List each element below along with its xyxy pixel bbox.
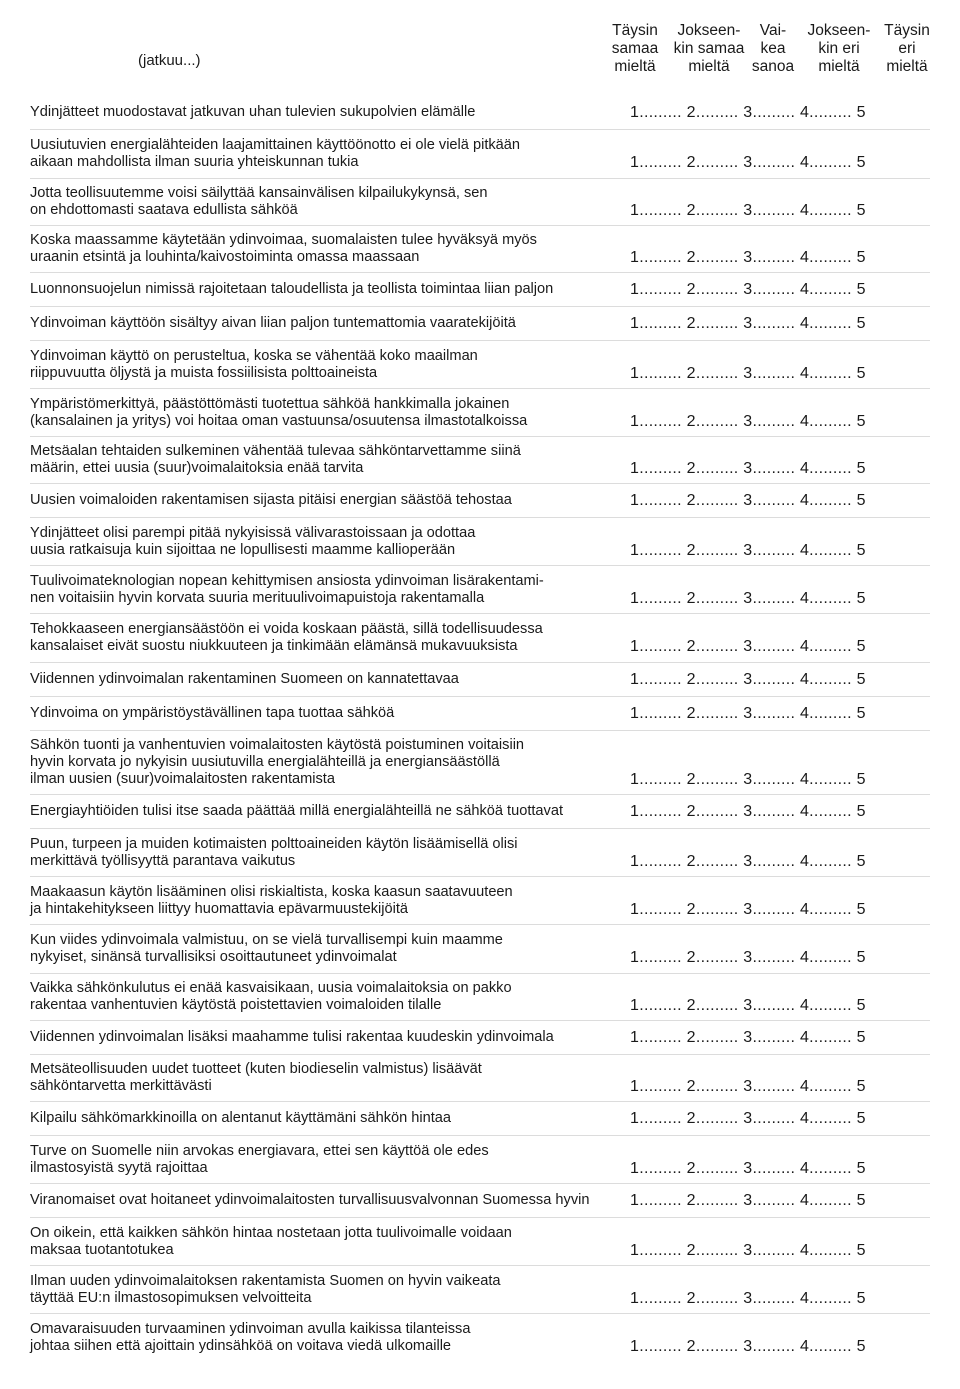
scale-label-somewhat-agree: Jokseen- kin samaa mieltä — [673, 22, 745, 75]
statement-text: Ydinjätteet muodostavat jatkuvan uhan tulevien sukupolvien elämälle — [30, 104, 476, 120]
rating-scale[interactable]: 1......... 2......... 3......... 4......... 5 — [630, 1029, 866, 1046]
statement-row — [30, 973, 930, 1020]
rating-scale[interactable]: 1......... 2......... 3......... 4......... 5 — [630, 492, 866, 509]
statement-row — [30, 517, 930, 565]
rating-scale[interactable]: 1......... 2......... 3......... 4......... 5 — [630, 997, 866, 1014]
scale-label-strongly-disagree: Täysin eri mieltä — [884, 22, 930, 75]
statement-text: Maakaasun käytön lisääminen olisi riskialtista, koska kaasun saatavuuteen ja hintakehitykseen liittyy huomattavia epävarmuustekijöitä — [30, 884, 513, 917]
statement-row — [30, 924, 930, 973]
statement-row — [30, 794, 930, 828]
statement-row — [30, 129, 930, 178]
statement-text: Metsäalan tehtaiden sulkeminen vähentää tulevaa sähköntarvettamme siinä määrin, ettei uusia (suur)voimalaitoksia enää tarvita — [30, 443, 521, 476]
rating-scale[interactable]: 1......... 2......... 3......... 4......... 5 — [630, 202, 866, 219]
statement-row — [30, 306, 930, 340]
statement-text: Kilpailu sähkömarkkinoilla on alentanut käyttämäni sähkön hintaa — [30, 1110, 452, 1126]
statement-text: Tuulivoimateknologian nopean kehittymisen ansiosta ydinvoiman lisärakentami- nen voitaisiin hyvin korvata suuria merituulivoimapuistoja rakentamalla — [30, 573, 544, 606]
continued-label: (jatkuu...) — [138, 52, 201, 69]
statement-text: Uusiutuvien energialähteiden laajamittainen käyttöönotto ei ole vielä pitkään aikaan mahdollista ilman suuria yhteiskunnan tukia — [30, 137, 521, 170]
rating-scale[interactable]: 1......... 2......... 3......... 4......... 5 — [630, 542, 866, 559]
statement-row — [30, 1217, 930, 1265]
statement-row — [30, 1135, 930, 1183]
rating-scale[interactable]: 1......... 2......... 3......... 4......... 5 — [630, 671, 866, 688]
statement-row — [30, 613, 930, 662]
scale-header — [0, 22, 960, 82]
statement-row — [30, 565, 930, 613]
rating-scale[interactable]: 1......... 2......... 3......... 4......... 5 — [630, 590, 866, 607]
rating-scale[interactable]: 1......... 2......... 3......... 4......... 5 — [630, 413, 866, 430]
statement-text: Metsäteollisuuden uudet tuotteet (kuten biodieselin valmistus) lisäävät sähköntarvetta merkittävästi — [30, 1061, 482, 1094]
statement-row — [30, 388, 930, 436]
rating-scale[interactable]: 1......... 2......... 3......... 4......... 5 — [630, 771, 866, 788]
statement-text: Ydinvoiman käyttöön sisältyy aivan liian paljon tuntemattomia vaaratekijöitä — [30, 315, 516, 331]
statement-text: Jotta teollisuutemme voisi säilyttää kansainvälisen kilpailukykynsä, sen on ehdottomasti saatava edullista sähköä — [30, 185, 488, 218]
statement-text: Turve on Suomelle niin arvokas energiavara, ettei sen käyttöä ole edes ilmastosyistä syytä rajoittaa — [30, 1143, 489, 1176]
statement-text: Luonnonsuojelun nimissä rajoitetaan taloudellista ja teollista toimintaa liian paljon — [30, 281, 554, 297]
rating-scale[interactable]: 1......... 2......... 3......... 4......... 5 — [630, 460, 866, 477]
statement-row — [30, 876, 930, 924]
rating-scale[interactable]: 1......... 2......... 3......... 4......... 5 — [630, 315, 866, 332]
statement-text: Ympäristömerkittyä, päästöttömästi tuotettua sähköä hankkimalla jokainen (kansalainen ja yritys) voi hoitaa oman vastuunsa/osuutensa ilmastotalkoissa — [30, 396, 528, 429]
statement-row — [30, 1054, 930, 1101]
statement-row — [30, 340, 930, 388]
rating-scale[interactable]: 1......... 2......... 3......... 4......... 5 — [630, 1290, 866, 1307]
rating-scale[interactable]: 1......... 2......... 3......... 4......... 5 — [630, 1338, 866, 1355]
scale-label-somewhat-disagree: Jokseen- kin eri mieltä — [807, 22, 871, 75]
statement-text: Energiayhtiöiden tulisi itse saada päättää millä energialähteillä ne sähköä tuottavat — [30, 803, 564, 819]
rating-scale[interactable]: 1......... 2......... 3......... 4......... 5 — [630, 949, 866, 966]
rating-scale[interactable]: 1......... 2......... 3......... 4......... 5 — [630, 1192, 866, 1209]
statement-row — [30, 436, 930, 483]
statement-row — [30, 730, 930, 794]
statement-text: Kun viides ydinvoimala valmistuu, on se vielä turvallisempi kuin maamme nykyiset, sinänsä turvallisiksi osoittautuneet ydinvoimalat — [30, 932, 503, 965]
statement-text: Viranomaiset ovat hoitaneet ydinvoimalaitosten turvallisuusvalvonnan Suomessa hyvin — [30, 1192, 590, 1208]
statement-text: Ydinvoiman käyttö on perusteltua, koska se vähentää koko maailman riippuvuutta öljystä ja muista fossiilisista polttoaineista — [30, 348, 478, 381]
statement-text: Puun, turpeen ja muiden kotimaisten polttoaineiden käytön lisäämisellä olisi merkittävä työllisyyttä parantava vaikutus — [30, 836, 518, 869]
rating-scale[interactable]: 1......... 2......... 3......... 4......... 5 — [630, 1242, 866, 1259]
statement-list — [30, 96, 930, 1361]
statement-text: Ydinvoima on ympäristöystävällinen tapa tuottaa sähköä — [30, 705, 395, 721]
rating-scale[interactable]: 1......... 2......... 3......... 4......... 5 — [630, 1110, 866, 1127]
statement-row — [30, 178, 930, 225]
statement-text: Omavaraisuuden turvaaminen ydinvoiman avulla kaikissa tilanteissa johtaa siihen että ajoittain ydinsähköä on voitava viedä ulkomaille — [30, 1321, 471, 1354]
scale-label-strongly-agree: Täysin samaa mieltä — [611, 22, 659, 75]
statement-text: Sähkön tuonti ja vanhentuvien voimalaitosten käytöstä poistuminen voitaisiin hyvin korvata jo nykyisin uusiutuvilla energialähteillä ja energiansäästöllä ilman uusien (suur)voimalaitosten rakentamista — [30, 737, 525, 787]
statement-row — [30, 96, 930, 129]
rating-scale[interactable]: 1......... 2......... 3......... 4......... 5 — [630, 249, 866, 266]
statement-row — [30, 662, 930, 696]
rating-scale[interactable]: 1......... 2......... 3......... 4......... 5 — [630, 281, 866, 298]
statement-text: Tehokkaaseen energiansäästöön ei voida koskaan päästä, sillä todellisuudessa kansalaiset eivät suostu niukkuuteen ja tinkimään elämänsä mukavuuksista — [30, 621, 543, 654]
statement-row — [30, 1183, 930, 1217]
rating-scale[interactable]: 1......... 2......... 3......... 4......... 5 — [630, 803, 866, 820]
rating-scale[interactable]: 1......... 2......... 3......... 4......... 5 — [630, 638, 866, 655]
rating-scale[interactable]: 1......... 2......... 3......... 4......... 5 — [630, 104, 866, 121]
statement-row — [30, 483, 930, 517]
statement-row — [30, 1101, 930, 1135]
statement-text: Koska maassamme käytetään ydinvoimaa, suomalaisten tulee hyväksyä myös uraanin etsintä ja louhinta/kaivostoiminta omassa maassaan — [30, 232, 537, 265]
statement-row — [30, 272, 930, 306]
statement-row — [30, 225, 930, 272]
statement-text: Viidennen ydinvoimalan rakentaminen Suomeen on kannatettavaa — [30, 671, 459, 687]
statement-text: On oikein, että kaikken sähkön hintaa nostetaan jotta tuulivoimalle voidaan maksaa tuotantotukea — [30, 1225, 512, 1258]
statement-text: Ydinjätteet olisi parempi pitää nykyisissä välivarastoissaan ja odottaa uusia ratkaisuja kuin sijoittaa ne lopullisesti maamme kallioperään — [30, 525, 476, 558]
scale-label-hard-to-say: Vai- kea sanoa — [751, 22, 795, 75]
rating-scale[interactable]: 1......... 2......... 3......... 4......... 5 — [630, 365, 866, 382]
rating-scale[interactable]: 1......... 2......... 3......... 4......... 5 — [630, 154, 866, 171]
rating-scale[interactable]: 1......... 2......... 3......... 4......... 5 — [630, 853, 866, 870]
statement-row — [30, 1313, 930, 1361]
statement-text: Ilman uuden ydinvoimalaitoksen rakentamista Suomen on hyvin vaikeata täyttää EU:n ilmastosopimuksen velvoitteita — [30, 1273, 501, 1306]
statement-row — [30, 1020, 930, 1054]
statement-text: Uusien voimaloiden rakentamisen sijasta pitäisi energian säästöä tehostaa — [30, 492, 512, 508]
rating-scale[interactable]: 1......... 2......... 3......... 4......... 5 — [630, 901, 866, 918]
rating-scale[interactable]: 1......... 2......... 3......... 4......... 5 — [630, 705, 866, 722]
statement-row — [30, 696, 930, 730]
statement-row — [30, 1265, 930, 1313]
statement-row — [30, 828, 930, 876]
rating-scale[interactable]: 1......... 2......... 3......... 4......... 5 — [630, 1078, 866, 1095]
rating-scale[interactable]: 1......... 2......... 3......... 4......... 5 — [630, 1160, 866, 1177]
statement-text: Viidennen ydinvoimalan lisäksi maahamme tulisi rakentaa kuudeskin ydinvoimala — [30, 1029, 554, 1045]
statement-text: Vaikka sähkönkulutus ei enää kasvaisikaan, uusia voimalaitoksia on pakko rakentaa vanhentuvien käytöstä poistettavien voimaloiden tilalle — [30, 980, 512, 1013]
